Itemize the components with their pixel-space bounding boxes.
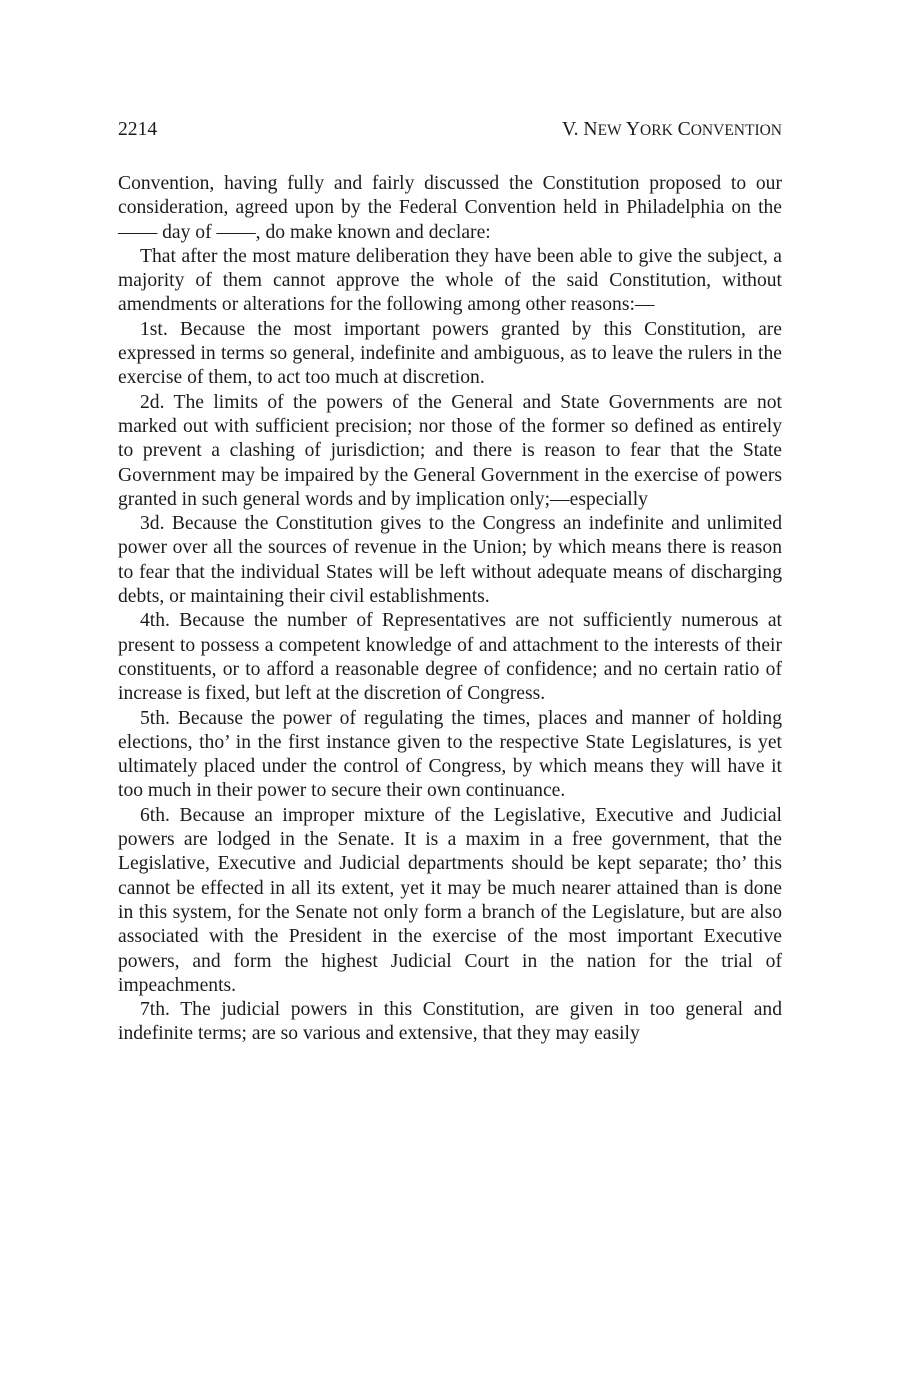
paragraph-objection-3: 3d. Because the Constitution gives to the Congress an indefinite and unlimited power over all the sources of revenue in the Union; by which means there is reason to fear that the individual States will be left without adequate means of discharging debts, or maintaining their civil establishments. (118, 513, 782, 608)
paragraph-objection-2: 2d. The limits of the powers of the General and State Governments are not marked out with sufficient precision; nor those of the former so defined as entirely to prevent a clashing of jurisdiction; and there is reason to fear that the State Government may be impaired by the General Government in the exercise of powers granted in such general words and by implication only;—especially (118, 391, 782, 510)
paragraph-continuation: Convention, having fully and fairly discussed the Constitution proposed to our consideration, agreed upon by the Federal Convention held in Philadelphia on the —— day of ——, do make known and declare: (118, 173, 782, 243)
section-title: V. NEW YORK CONVENTION (562, 119, 782, 140)
document-page (118, 118, 782, 1047)
document-body (118, 172, 782, 1047)
paragraph-objection-6: 6th. Because an improper mixture of the Legislative, Executive and Judicial powers are lodged in the Senate. It is a maxim in a free government, that the Legislative, Executive and Judicial departments should be kept separate; tho’ this cannot be effected in all its extent, yet it may be much nearer attained than is done in this system, for the Senate not only form a branch of the Legislature, but are also associated with the President in the exercise of the most important Executive powers, and form the highest Judicial Court in the nation for the trial of impeachments. (118, 804, 782, 996)
page-number: 2214 (118, 119, 158, 140)
paragraph-objection-1: 1st. Because the most important powers granted by this Constitution, are expressed in terms so general, indefinite and ambiguous, as to leave the rulers in the exercise of them, to act too much at discretion. (118, 318, 782, 389)
running-head (118, 118, 782, 154)
paragraph-objection-4: 4th. Because the number of Representatives are not sufficiently numerous at present to possess a competent knowledge of and attachment to the interests of their constituents, or to afford a reasonable degree of confidence; and no certain ratio of increase is fixed, but left at the discretion of Congress. (118, 610, 782, 705)
paragraph-preamble: That after the most mature deliberation they have been able to give the subject, a majority of them cannot approve the whole of the said Constitution, without amendments or alterations for the following among other reasons:— (118, 245, 782, 316)
paragraph-objection-7: 7th. The judicial powers in this Constitution, are given in too general and indefinite terms; are so various and extensive, that they may easily (118, 999, 782, 1045)
paragraph-objection-5: 5th. Because the power of regulating the times, places and manner of holding elections, tho’ in the first instance given to the respective State Legislatures, is yet ultimately placed under the control of Congress, by which means they will have it too much in their power to secure their own continuance. (118, 707, 782, 802)
